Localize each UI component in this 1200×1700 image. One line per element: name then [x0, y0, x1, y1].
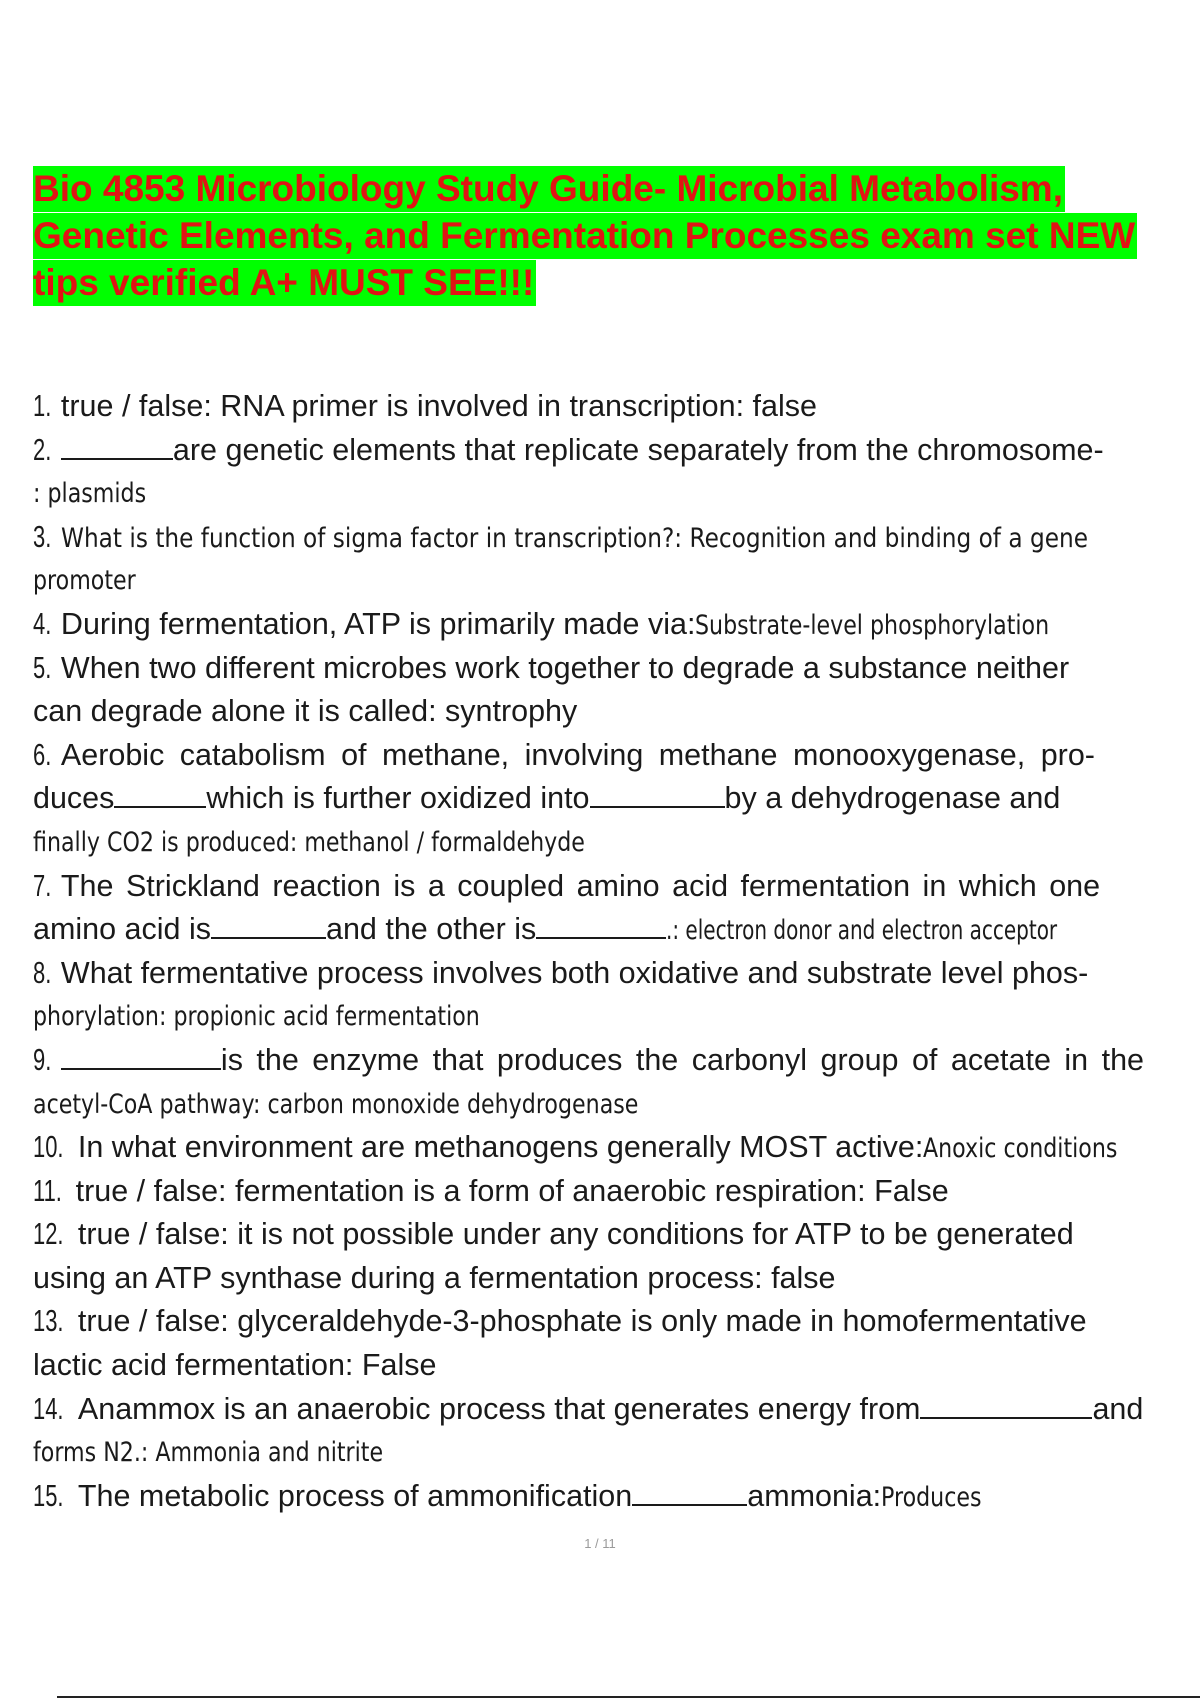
- question-2: 2. are genetic elements that replicate separately from the chromosome-: [33, 429, 1200, 473]
- question-9-cont: acetyl-CoA pathway: carbon monoxide dehydrogenase: [33, 1088, 639, 1120]
- question-7: 7. The Strickland reaction is a coupled amino acid fermentation in which one: [33, 868, 1101, 903]
- answer-blank: [632, 1476, 747, 1506]
- question-5: 5. When two different microbes work together to degrade a substance neither: [33, 650, 1070, 685]
- question-4: 4. During fermentation, ATP is primarily made via: Substrate-level phosphorylation: [33, 606, 1050, 641]
- question-7-cont: amino acid is and the other is .: electron donor and electron acceptor: [33, 908, 1200, 952]
- document-title: [33, 166, 1200, 307]
- question-3-cont: promoter: [33, 565, 136, 597]
- answer-blank: [590, 778, 725, 808]
- title-line-1: Bio 4853 Microbiology Study Guide- Microbial Metabolism,: [33, 166, 1065, 212]
- question-3: 3. What is the function of sigma factor in transcription?: Recognition and binding of a gene: [33, 519, 1088, 554]
- question-5-cont: can degrade alone it is called: syntrophy: [33, 694, 578, 729]
- answer-blank: [536, 909, 666, 939]
- bottom-divider: [57, 1696, 1200, 1698]
- question-13-cont: lactic acid fermentation: False: [33, 1348, 437, 1383]
- question-8-cont: phorylation: propionic acid fermentation: [33, 1001, 480, 1033]
- question-9: 9. is the enzyme that produces the carbonyl group of acetate in the: [33, 1039, 1200, 1083]
- question-14: 14. Anammox is an anaerobic process that generates energy from and: [33, 1388, 1200, 1432]
- question-8: 8. What fermentative process involves both oxidative and substrate level phos-: [33, 955, 1089, 990]
- question-list: [33, 385, 1200, 1518]
- question-10: 10. In what environment are methanogens generally MOST active: Anoxic conditions: [33, 1130, 1118, 1165]
- answer-blank: [114, 778, 206, 808]
- answer-blank: [61, 1040, 221, 1070]
- question-1: 1. true / false: RNA primer is involved in transcription: false: [33, 389, 817, 423]
- question-11: 11. true / false: fermentation is a form of anaerobic respiration: False: [33, 1173, 949, 1208]
- question-6: 6. Aerobic catabolism of methane, involving methane monooxygenase, pro-: [33, 737, 1095, 772]
- question-12: 12. true / false: it is not possible under any conditions for ATP to be generated: [33, 1217, 1074, 1252]
- question-6-cont: duces which is further oxidized into by a dehydrogenase and: [33, 777, 1200, 821]
- answer-blank: [61, 430, 173, 460]
- question-12-cont: using an ATP synthase during a fermentation process: false: [33, 1260, 836, 1295]
- answer-blank: [211, 909, 326, 939]
- question-14-cont: forms N2.: Ammonia and nitrite: [33, 1437, 384, 1469]
- question-15: 15. The metabolic process of ammonification ammonia: Produces: [33, 1475, 1200, 1519]
- question-2-cont: : plasmids: [33, 478, 147, 510]
- page-number: 1 / 11: [584, 1536, 616, 1551]
- question-13: 13. true / false: glyceraldehyde-3-phosphate is only made in homofermentative: [33, 1304, 1087, 1339]
- title-line-3: tips verified A+ MUST SEE!!!: [33, 260, 536, 306]
- title-line-2: Genetic Elements, and Fermentation Processes exam set NEW: [33, 213, 1137, 259]
- answer-blank: [920, 1389, 1092, 1419]
- question-6-cont-2: finally CO2 is produced: methanol / formaldehyde: [33, 826, 585, 858]
